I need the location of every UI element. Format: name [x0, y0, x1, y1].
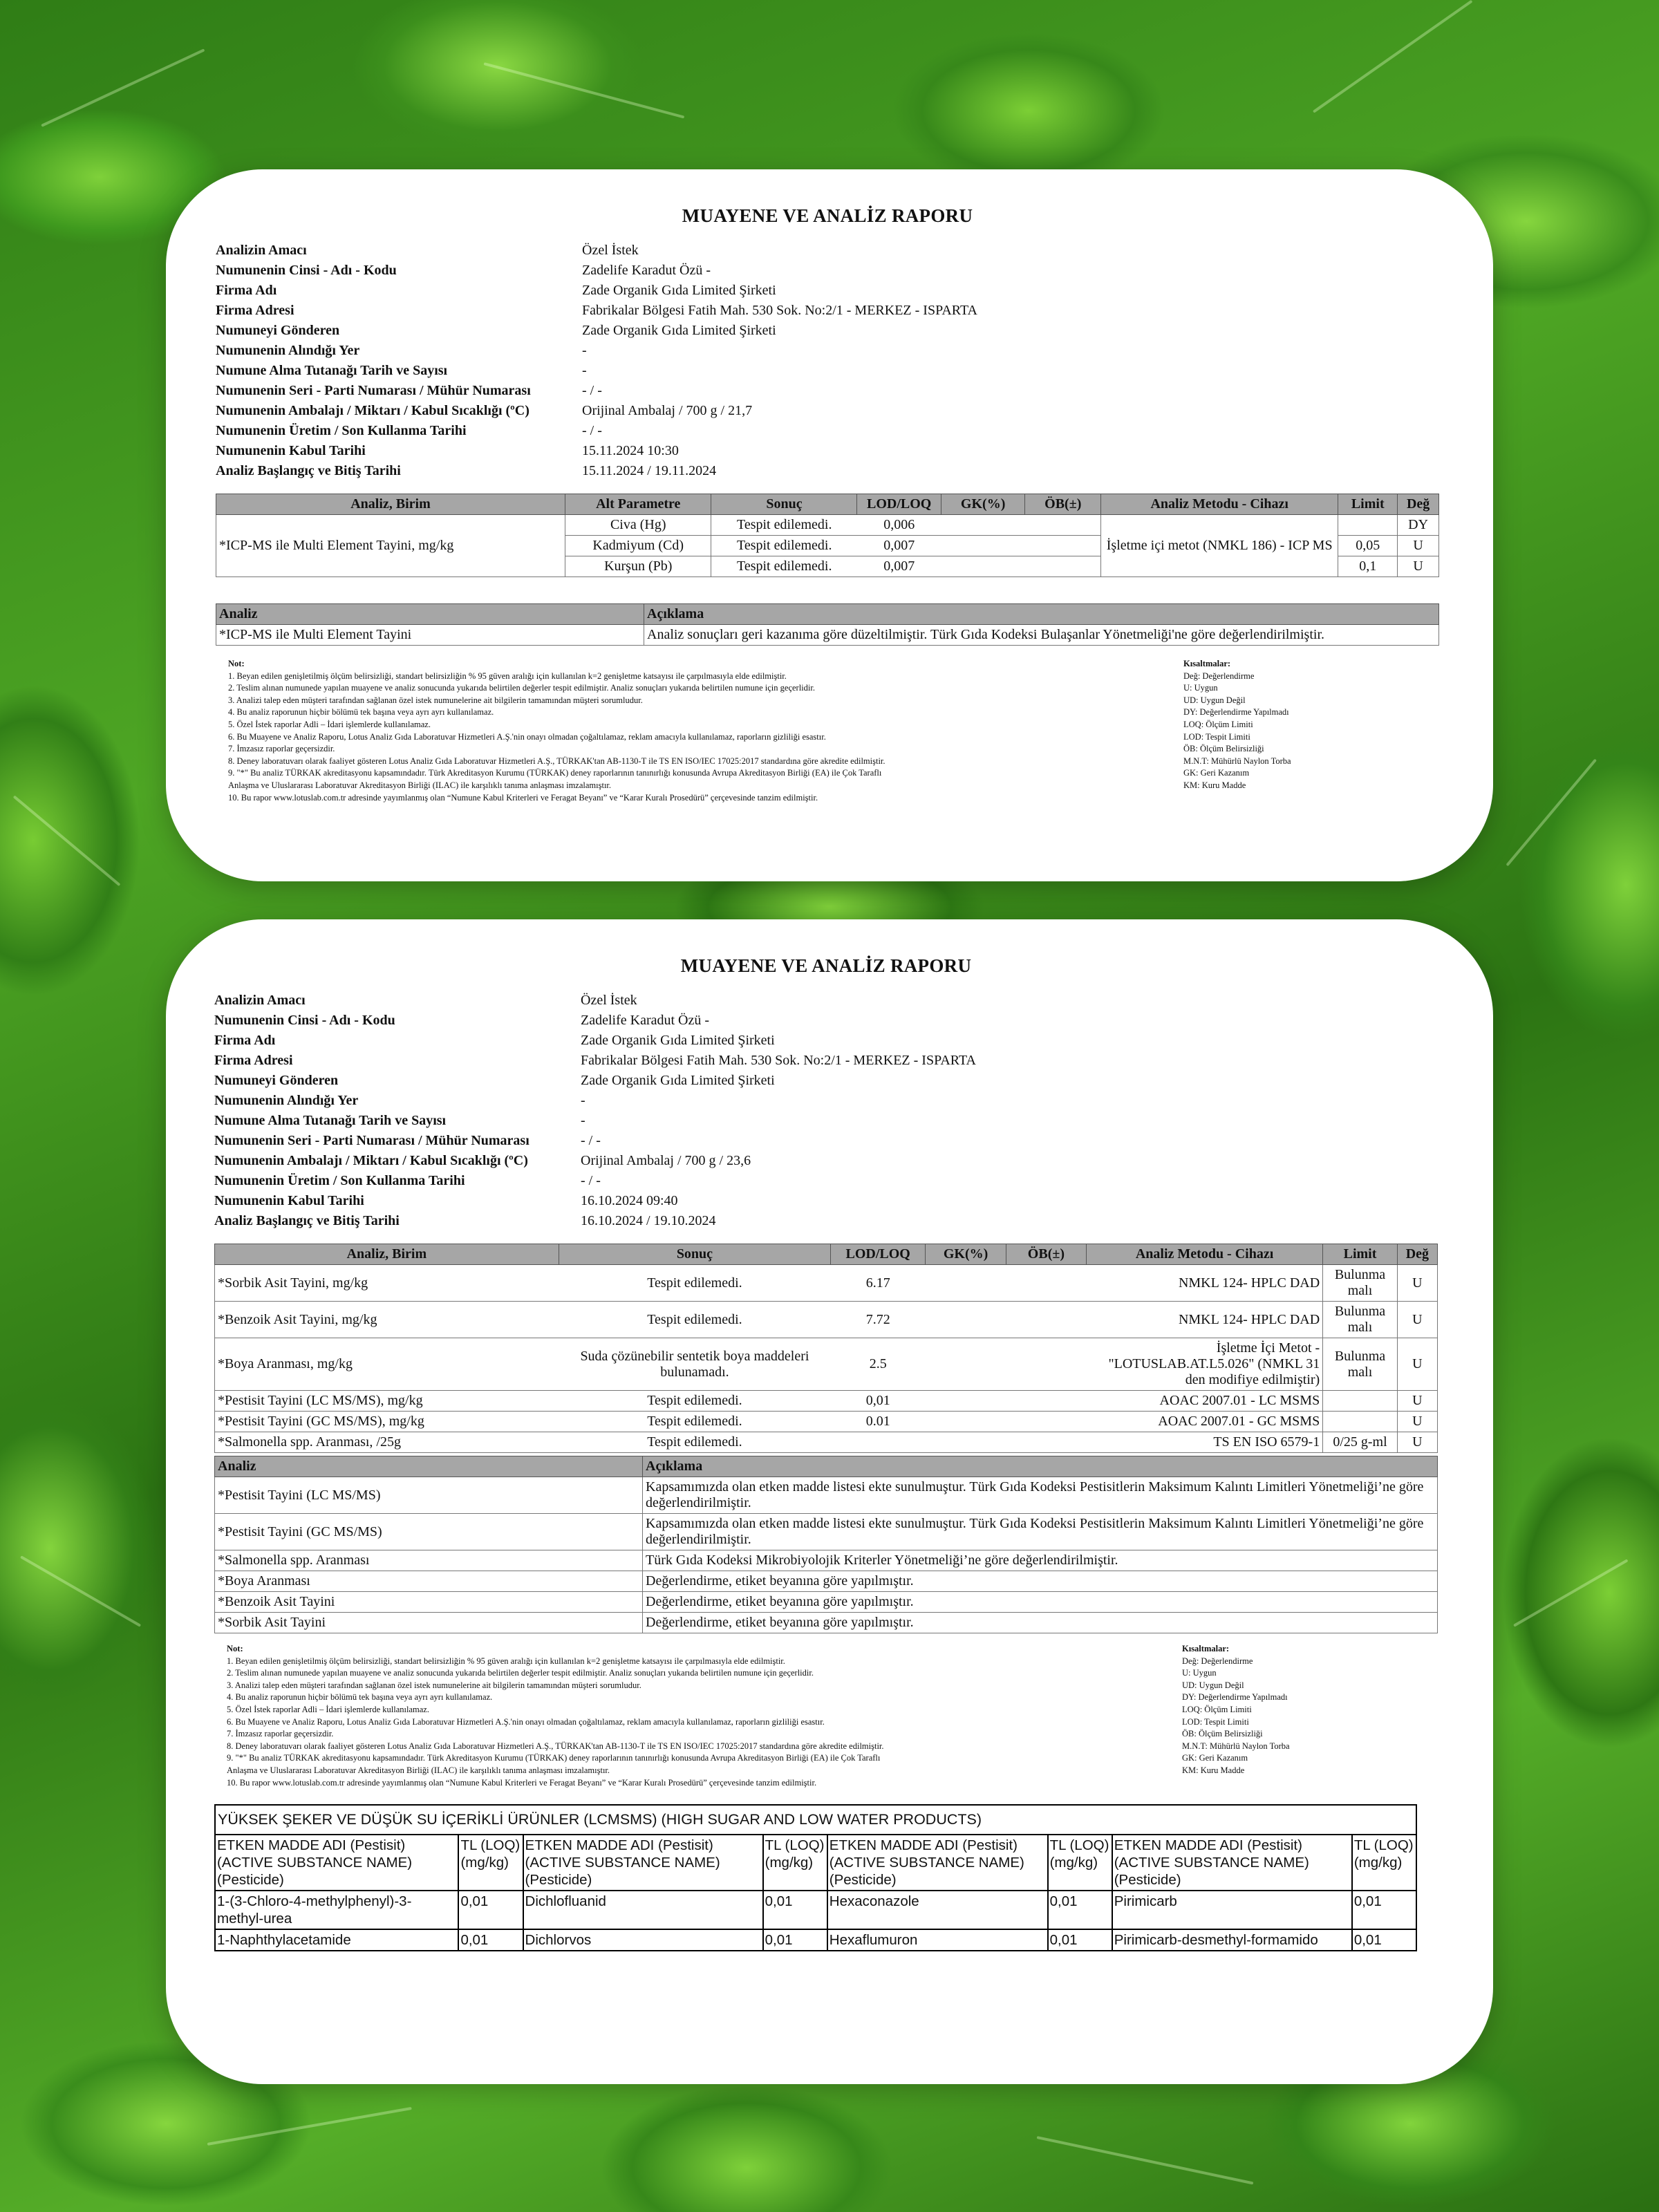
info-value: - [582, 343, 587, 358]
ob-cell [1025, 536, 1101, 556]
note-line: Anlaşma ve Uluslararası Laboratuvar Akreditasyon Birliği (ILAC) ile karşılıklı tanıma anlaşması imzalamıştır. [228, 780, 612, 790]
info-label: Numune Alma Tutanağı Tarih ve Sayısı [214, 1113, 447, 1128]
exp-analysis: *Sorbik Asit Tayini [215, 1613, 643, 1633]
ob-cell [1025, 515, 1101, 536]
abbr-line: GK: Geri Kazanım [1182, 1753, 1248, 1763]
info-value: 16.10.2024 09:40 [581, 1193, 678, 1208]
info-label: Numunenin Cinsi - Adı - Kodu [214, 1013, 395, 1028]
info-label: Analizin Amacı [216, 243, 307, 258]
note-line: 8. Deney laboratuvarı olarak faaliyet gösteren Lotus Analiz Gıda Laboratuvar Hizmetleri A.Ş., TÜRKAK'tan AB-1130-T ile TS EN ISO/IEC 17025:2017 standardına göre akredite edilmiştir. [228, 756, 885, 766]
table-row [215, 1391, 1438, 1412]
abbr-line: M.N.T: Mühürlü Naylon Torba [1182, 1741, 1290, 1751]
column-header: ÖB(±) [1025, 494, 1101, 515]
sample-info-table [216, 241, 1439, 481]
info-value: Fabrikalar Bölgesi Fatih Mah. 530 Sok. No:2/1 - MERKEZ - ISPARTA [581, 1053, 977, 1068]
exp-text: Değerlendirme, etiket beyanına göre yapılmıştır. [643, 1571, 1438, 1592]
name-cell: *Benzoik Asit Tayini, mg/kg [215, 1302, 559, 1338]
column-header: GK(%) [926, 1244, 1006, 1265]
gk-cell [941, 536, 1024, 556]
info-row [214, 1011, 1438, 1031]
table-row [216, 515, 1439, 536]
deg-cell: DY [1398, 515, 1439, 536]
gk-cell [926, 1432, 1006, 1453]
info-value: Zadelife Karadut Özü - [582, 263, 711, 278]
note-line: 2. Teslim alınan numunede yapılan muayene ve analiz sonucunda yukarıda belirtilen değerler tespit edilmiştir. Analiz sonuçları yukarıda belirtilen numune için geçerlidir. [227, 1668, 814, 1678]
info-label: Numunenin Kabul Tarihi [216, 443, 366, 458]
pest-tl-header: TL (LOQ) (mg/kg) [1048, 1835, 1112, 1891]
pest-name-header: ETKEN MADDE ADI (Pestisit) (ACTIVE SUBSTANCE NAME) (Pesticide) [1112, 1835, 1352, 1891]
result-cell: Suda çözünebilir sentetik boya maddeleri bulunamadı. [559, 1338, 830, 1391]
info-row [214, 1191, 1438, 1211]
note-line: Anlaşma ve Uluslararası Laboratuvar Akreditasyon Birliği (ILAC) ile karşılıklı tanıma anlaşması imzalamıştır. [227, 1765, 610, 1775]
table-row [215, 1571, 1438, 1592]
column-header: Analiz, Birim [216, 494, 565, 515]
result-cell: Tespit edilemedi. [559, 1391, 830, 1412]
gk-cell [926, 1265, 1006, 1302]
info-row [216, 381, 1439, 401]
method-cell: İşletme içi metot (NMKL 186) - ICP MS [1101, 515, 1338, 577]
table-row [215, 1302, 1438, 1338]
lod-cell [831, 1432, 926, 1453]
table-row [215, 1412, 1438, 1432]
table-row [215, 1477, 1438, 1514]
lod-cell: 0,01 [831, 1391, 926, 1412]
info-row [216, 441, 1439, 461]
info-label: Analizin Amacı [214, 993, 306, 1008]
result-cell: Tespit edilemedi. [559, 1412, 830, 1432]
abbr-line: GK: Geri Kazanım [1183, 768, 1250, 778]
info-row [216, 301, 1439, 321]
pest-tl-cell: 0,01 [1048, 1929, 1112, 1951]
lod-cell: 0,007 [857, 556, 941, 577]
table-row [215, 1929, 1416, 1951]
exp-analysis: *Benzoik Asit Tayini [215, 1592, 643, 1613]
notes-section [214, 1643, 1438, 1789]
info-row [216, 421, 1439, 441]
info-label: Numunenin Üretim / Son Kullanma Tarihi [214, 1173, 465, 1188]
method-cell: NMKL 124- HPLC DAD [1086, 1265, 1322, 1302]
limit-cell [1338, 515, 1398, 536]
ob-cell [1025, 556, 1101, 577]
info-label: Firma Adı [214, 1033, 276, 1048]
background-leaf-vein [1313, 0, 1473, 113]
method-cell: TS EN ISO 6579-1 [1086, 1432, 1322, 1453]
result-cell: Tespit edilemedi. [711, 536, 857, 556]
info-label: Numunenin Seri - Parti Numarası / Mühür Numarası [214, 1133, 529, 1148]
info-value: - / - [582, 383, 602, 398]
info-value: Orijinal Ambalaj / 700 g / 21,7 [582, 403, 753, 418]
limit-cell: 0/25 g-ml [1323, 1432, 1398, 1453]
note-line: 2. Teslim alınan numunede yapılan muayene ve analiz sonucunda yukarıda belirtilen değerler tespit edilmiştir. Analiz sonuçları yukarıda belirtilen numune için geçerlidir. [228, 683, 815, 693]
column-header: GK(%) [941, 494, 1024, 515]
exp-analysis: *Pestisit Tayini (GC MS/MS) [215, 1514, 643, 1550]
pest-name-cell: Hexaconazole [827, 1891, 1048, 1929]
deg-cell: U [1397, 1265, 1437, 1302]
exp-text: Kapsamımızda olan etken madde listesi ekte sunulmuştur. Türk Gıda Kodeksi Pestisitlerin Maksimum Kalıntı Limitleri Yönetmeliği’ne göre değerlendirilmiştir. [643, 1477, 1438, 1514]
note-line: 10. Bu rapor www.lotuslab.com.tr adresinde yayımlanmış olan “Numune Kabul Kriterleri ve Feragat Beyanı” ve “Karar Kuralı Prosedürü” çerçevesinde tanzim edilmiştir. [227, 1777, 817, 1788]
param-cell: Civa (Hg) [565, 515, 711, 536]
limit-cell: 0,1 [1338, 556, 1398, 577]
info-label: Firma Adresi [216, 303, 294, 318]
exp-analysis: *Salmonella spp. Aranması [215, 1550, 643, 1571]
note-line: 4. Bu analiz raporunun hiçbir bölümü tek başına veya ayrı ayrı kullanılamaz. [227, 1692, 493, 1703]
lod-cell: 6.17 [831, 1265, 926, 1302]
ob-cell [1006, 1302, 1086, 1338]
report-card-2 [166, 919, 1493, 2084]
deg-cell: U [1398, 536, 1439, 556]
pest-name-cell: Dichlorvos [523, 1929, 763, 1951]
abbr-line: LOD: Tespit Limiti [1182, 1716, 1249, 1727]
name-cell: *Pestisit Tayini (GC MS/MS), mg/kg [215, 1412, 559, 1432]
gk-cell [926, 1391, 1006, 1412]
abbr-line: KM: Kuru Madde [1183, 780, 1246, 790]
column-header: Sonuç [711, 494, 857, 515]
explanation-table [214, 1456, 1438, 1633]
background-leaf-vein [1037, 2136, 1254, 2184]
note-line: 7. İmzasız raporlar geçersizdir. [227, 1729, 334, 1739]
background-leaf-vein [483, 62, 684, 119]
report-card-1 [166, 169, 1493, 881]
info-value: Zade Organik Gıda Limited Şirketi [582, 283, 776, 298]
notes-title: Not: [227, 1644, 243, 1653]
abbr-line: U: Uygun [1183, 683, 1218, 693]
column-header: LOD/LOQ [831, 1244, 926, 1265]
pest-name-cell: Dichlofluanid [523, 1891, 763, 1929]
info-value: Zade Organik Gıda Limited Şirketi [581, 1033, 775, 1048]
info-row [214, 1111, 1438, 1131]
pest-name-cell: 1-Naphthylacetamide [215, 1929, 458, 1951]
column-header: Analiz Metodu - Cihazı [1101, 494, 1338, 515]
abbr-line: DY: Değerlendirme Yapılmadı [1182, 1692, 1288, 1703]
info-row [216, 261, 1439, 281]
abbr-line: U: Uygun [1182, 1668, 1217, 1678]
abbr-line: LOQ: Ölçüm Limiti [1182, 1704, 1252, 1714]
exp-analysis: *ICP-MS ile Multi Element Tayini [216, 625, 644, 646]
info-row [216, 401, 1439, 421]
note-line: 8. Deney laboratuvarı olarak faaliyet gösteren Lotus Analiz Gıda Laboratuvar Hizmetleri A.Ş., TÜRKAK'tan AB-1130-T ile TS EN ISO/IEC 17025:2017 standardına göre akredite edilmiştir. [227, 1741, 884, 1751]
pest-name-cell: Pirimicarb [1112, 1891, 1352, 1929]
gk-cell [941, 556, 1024, 577]
column-header: ÖB(±) [1006, 1244, 1086, 1265]
column-header: Limit [1323, 1244, 1398, 1265]
exp-header-analiz: Analiz [216, 604, 644, 625]
pest-tl-header: TL (LOQ) (mg/kg) [1352, 1835, 1416, 1891]
info-row [216, 361, 1439, 381]
info-label: Numunenin Kabul Tarihi [214, 1193, 364, 1208]
info-value: Zade Organik Gıda Limited Şirketi [582, 323, 776, 338]
note-line: 3. Analizi talep eden müşteri tarafından sağlanan özel istek numunelerine ait bilgilerin tamamından müşteri sorumludur. [228, 695, 643, 705]
info-value: 16.10.2024 / 19.10.2024 [581, 1213, 716, 1228]
notes-section [216, 658, 1439, 804]
table-row [215, 1550, 1438, 1571]
info-label: Numunenin Alındığı Yer [214, 1093, 359, 1108]
info-row [214, 1171, 1438, 1191]
ob-cell [1006, 1338, 1086, 1391]
ob-cell [1006, 1432, 1086, 1453]
gk-cell [926, 1412, 1006, 1432]
info-label: Firma Adresi [214, 1053, 293, 1068]
abbr-line: Değ: Değerlendirme [1183, 671, 1255, 681]
table-row [215, 1265, 1438, 1302]
method-cell: NMKL 124- HPLC DAD [1086, 1302, 1322, 1338]
note-line: 1. Beyan edilen genişletilmiş ölçüm belirsizliği, standart belirsizliğin % 95 güven aralığı için kullanılan k=2 genişletme katsayısı ile çarpılmasıyla elde edilmiştir. [228, 671, 787, 681]
info-value: - / - [582, 423, 602, 438]
column-header: Değ [1398, 494, 1439, 515]
pest-name-header: ETKEN MADDE ADI (Pestisit) (ACTIVE SUBSTANCE NAME) (Pesticide) [827, 1835, 1048, 1891]
result-cell: Tespit edilemedi. [559, 1432, 830, 1453]
page-title: MUAYENE VE ANALİZ RAPORU [682, 205, 973, 226]
info-label: Numunenin Cinsi - Adı - Kodu [216, 263, 397, 278]
abbr-line: ÖB: Ölçüm Belirsizliği [1182, 1729, 1263, 1739]
info-row [214, 991, 1438, 1011]
deg-cell: U [1397, 1302, 1437, 1338]
column-header: Limit [1338, 494, 1398, 515]
pest-tl-header: TL (LOQ) (mg/kg) [763, 1835, 827, 1891]
page-title: MUAYENE VE ANALİZ RAPORU [680, 955, 972, 976]
info-label: Numunenin Ambalajı / Miktarı / Kabul Sıcaklığı (ºC) [216, 403, 529, 418]
info-value: - [582, 363, 587, 378]
pest-tl-cell: 0,01 [763, 1929, 827, 1951]
column-header: Analiz Metodu - Cihazı [1086, 1244, 1322, 1265]
name-cell: *Salmonella spp. Aranması, /25g [215, 1432, 559, 1453]
name-cell: *Boya Aranması, mg/kg [215, 1338, 559, 1391]
exp-analysis: *Pestisit Tayini (LC MS/MS) [215, 1477, 643, 1514]
info-value: - / - [581, 1133, 601, 1148]
lod-cell: 0,007 [857, 536, 941, 556]
info-value: Zadelife Karadut Özü - [581, 1013, 710, 1028]
note-line: 5. Özel İstek raporlar Adli – İdari işlemlerde kullanılamaz. [227, 1704, 429, 1714]
name-cell: *Sorbik Asit Tayini, mg/kg [215, 1265, 559, 1302]
result-cell: Tespit edilemedi. [559, 1302, 830, 1338]
name-cell: *Pestisit Tayini (LC MS/MS), mg/kg [215, 1391, 559, 1412]
note-line: 3. Analizi talep eden müşteri tarafından sağlanan özel istek numunelerine ait bilgilerin tamamından müşteri sorumludur. [227, 1680, 641, 1690]
info-value: Zade Organik Gıda Limited Şirketi [581, 1073, 775, 1088]
info-label: Analiz Başlangıç ve Bitiş Tarihi [216, 463, 401, 478]
exp-header-analiz: Analiz [215, 1456, 643, 1477]
background-leaf-vein [1513, 1559, 1629, 1627]
ob-cell [1006, 1391, 1086, 1412]
column-header: Alt Parametre [565, 494, 711, 515]
info-row [214, 1151, 1438, 1171]
info-row [216, 461, 1439, 481]
abbr-line: LOD: Tespit Limiti [1183, 731, 1250, 742]
gk-cell [941, 515, 1024, 536]
info-row [214, 1091, 1438, 1111]
pest-name-cell: Pirimicarb-desmethyl-formamido [1112, 1929, 1352, 1951]
note-line: 5. Özel İstek raporlar Adli – İdari işlemlerde kullanılamaz. [228, 719, 431, 729]
abbr-line: Değ: Değerlendirme [1182, 1656, 1253, 1666]
exp-text: Türk Gıda Kodeksi Mikrobiyolojik Kriterler Yönetmeliği’ne göre değerlendirilmiştir. [643, 1550, 1438, 1571]
info-label: Numuneyi Gönderen [216, 323, 340, 338]
info-value: Fabrikalar Bölgesi Fatih Mah. 530 Sok. No:2/1 - MERKEZ - ISPARTA [582, 303, 978, 318]
column-header: Değ [1397, 1244, 1437, 1265]
table-row [215, 1592, 1438, 1613]
deg-cell: U [1397, 1432, 1437, 1453]
note-line: 1. Beyan edilen genişletilmiş ölçüm belirsizliği, standart belirsizliğin % 95 güven aralığı için kullanılan k=2 genişletme katsayısı ile çarpılmasıyla elde edilmiştir. [227, 1656, 785, 1666]
background-leaf-vein [13, 795, 121, 886]
sample-info-table [214, 991, 1438, 1231]
method-cell: AOAC 2007.01 - GC MSMS [1086, 1412, 1322, 1432]
ob-cell [1006, 1412, 1086, 1432]
notes-title: Not: [228, 659, 245, 668]
info-row [216, 341, 1439, 361]
exp-text: Kapsamımızda olan etken madde listesi ekte sunulmuştur. Türk Gıda Kodeksi Pestisitlerin Maksimum Kalıntı Limitleri Yönetmeliği’ne göre değerlendirilmiştir. [643, 1514, 1438, 1550]
note-line: 9. "*" Bu analiz TÜRKAK akreditasyonu kapsamındadır. Türk Akreditasyon Kurumu (TÜRKAK) deney raporlarının tanınırlığı konusunda Avrupa Akreditasyon Birliği (EA) ile Çok Taraflı [228, 768, 882, 778]
note-line: 10. Bu rapor www.lotuslab.com.tr adresinde yayımlanmış olan “Numune Kabul Kriterleri ve Feragat Beyanı” ve “Karar Kuralı Prosedürü” çerçevesinde tanzim edilmiştir. [228, 792, 818, 803]
table-row [215, 1613, 1438, 1633]
pest-tl-cell: 0,01 [1352, 1929, 1416, 1951]
exp-header-aciklama: Açıklama [644, 604, 1439, 625]
deg-cell: U [1398, 556, 1439, 577]
exp-header-aciklama: Açıklama [643, 1456, 1438, 1477]
info-row [214, 1071, 1438, 1091]
info-value: 15.11.2024 / 19.11.2024 [582, 463, 717, 478]
result-cell: Tespit edilemedi. [711, 556, 857, 577]
lod-cell: 7.72 [831, 1302, 926, 1338]
note-line: 7. İmzasız raporlar geçersizdir. [228, 744, 335, 754]
table-row [215, 1338, 1438, 1391]
param-cell: Kurşun (Pb) [565, 556, 711, 577]
deg-cell: U [1397, 1338, 1437, 1391]
result-cell: Tespit edilemedi. [711, 515, 857, 536]
pest-name-cell: 1-(3-Chloro-4-methylphenyl)-3-methyl-urea [215, 1891, 458, 1929]
exp-analysis: *Boya Aranması [215, 1571, 643, 1592]
background-leaf-vein [41, 48, 205, 127]
info-label: Numunenin Seri - Parti Numarası / Mühür Numarası [216, 383, 531, 398]
abbr-line: KM: Kuru Madde [1182, 1765, 1245, 1775]
info-value: 15.11.2024 10:30 [582, 443, 679, 458]
pest-name-header: ETKEN MADDE ADI (Pestisit) (ACTIVE SUBSTANCE NAME) (Pesticide) [215, 1835, 458, 1891]
column-header: Sonuç [559, 1244, 830, 1265]
info-value: - / - [581, 1173, 601, 1188]
limit-cell: Bulunma malı [1323, 1338, 1398, 1391]
column-header: Analiz, Birim [215, 1244, 559, 1265]
limit-cell: Bulunma malı [1323, 1302, 1398, 1338]
table-row [216, 625, 1439, 646]
info-row [214, 1211, 1438, 1231]
limit-cell: Bulunma malı [1323, 1265, 1398, 1302]
explanation-table [216, 603, 1439, 646]
result-cell: Tespit edilemedi. [559, 1265, 830, 1302]
limit-cell: 0,05 [1338, 536, 1398, 556]
note-line: 9. "*" Bu analiz TÜRKAK akreditasyonu kapsamındadır. Türk Akreditasyon Kurumu (TÜRKAK) deney raporlarının tanınırlığı konusunda Avrupa Akreditasyon Birliği (EA) ile Çok Taraflı [227, 1753, 881, 1763]
info-label: Analiz Başlangıç ve Bitiş Tarihi [214, 1213, 400, 1228]
lod-cell: 2.5 [831, 1338, 926, 1391]
abbr-line: M.N.T: Mühürlü Naylon Torba [1183, 756, 1291, 766]
pest-tl-cell: 0,01 [763, 1891, 827, 1929]
info-label: Firma Adı [216, 283, 277, 298]
results-table [214, 1244, 1438, 1453]
info-label: Numunenin Üretim / Son Kullanma Tarihi [216, 423, 467, 438]
pest-name-header: ETKEN MADDE ADI (Pestisit) (ACTIVE SUBSTANCE NAME) (Pesticide) [523, 1835, 763, 1891]
column-header: LOD/LOQ [857, 494, 941, 515]
deg-cell: U [1397, 1391, 1437, 1412]
info-row [216, 241, 1439, 261]
lod-cell: 0.01 [831, 1412, 926, 1432]
note-line: 6. Bu Muayene ve Analiz Raporu, Lotus Analiz Gıda Laboratuvar Hizmetleri A.Ş.'nin onayı olmadan çoğaltılamaz, reklam amacıyla kullanılamaz, raporların gizliliği esastır. [227, 1716, 825, 1727]
info-label: Numunenin Ambalajı / Miktarı / Kabul Sıcaklığı (ºC) [214, 1153, 528, 1168]
abbr-line: LOQ: Ölçüm Limiti [1183, 719, 1253, 729]
abbr-line: UD: Uygun Değil [1182, 1680, 1244, 1690]
method-cell: AOAC 2007.01 - LC MSMS [1086, 1391, 1322, 1412]
info-row [214, 1131, 1438, 1151]
pest-tl-cell: 0,01 [1048, 1891, 1112, 1929]
info-value: - [581, 1093, 585, 1108]
pest-tl-cell: 0,01 [458, 1891, 523, 1929]
param-cell: Kadmiyum (Cd) [565, 536, 711, 556]
deg-cell: U [1397, 1412, 1437, 1432]
method-cell: İşletme İçi Metot - "LOTUSLAB.AT.L5.026" (NMKL 31 den modifiye edilmiştir) [1086, 1338, 1322, 1391]
info-value: Özel İstek [581, 993, 637, 1008]
pesticide-table-title: YÜKSEK ŞEKER VE DÜŞÜK SU İÇERİKLİ ÜRÜNLER (LCMSMS) (HIGH SUGAR AND LOW WATER PRODUCTS) [215, 1805, 1416, 1835]
lod-cell: 0,006 [857, 515, 941, 536]
limit-cell [1323, 1391, 1398, 1412]
info-value: Özel İstek [582, 243, 639, 258]
abbr-line: UD: Uygun Değil [1183, 695, 1246, 705]
info-value: - [581, 1113, 585, 1128]
info-label: Numunenin Alındığı Yer [216, 343, 360, 358]
table-row [215, 1432, 1438, 1453]
info-row [214, 1051, 1438, 1071]
exp-text: Değerlendirme, etiket beyanına göre yapılmıştır. [643, 1613, 1438, 1633]
limit-cell [1323, 1412, 1398, 1432]
info-row [214, 1031, 1438, 1051]
exp-text: Değerlendirme, etiket beyanına göre yapılmıştır. [643, 1592, 1438, 1613]
exp-text: Analiz sonuçları geri kazanıma göre düzeltilmiştir. Türk Gıda Kodeksi Bulaşanlar Yönetmeliği'ne göre değerlendirilmiştir. [644, 625, 1439, 646]
analysis-name-cell: *ICP-MS ile Multi Element Tayini, mg/kg [216, 515, 565, 577]
info-value: Orijinal Ambalaj / 700 g / 23,6 [581, 1153, 751, 1168]
info-row [216, 321, 1439, 341]
info-label: Numuneyi Gönderen [214, 1073, 339, 1088]
pesticide-table [214, 1804, 1417, 1951]
results-table [216, 494, 1439, 577]
pest-tl-cell: 0,01 [458, 1929, 523, 1951]
table-row [215, 1891, 1416, 1929]
ob-cell [1006, 1265, 1086, 1302]
gk-cell [926, 1338, 1006, 1391]
pest-tl-cell: 0,01 [1352, 1891, 1416, 1929]
info-row [216, 281, 1439, 301]
background-leaf-vein [20, 1555, 141, 1627]
table-row [215, 1514, 1438, 1550]
pest-name-cell: Hexaflumuron [827, 1929, 1048, 1951]
abbr-line: ÖB: Ölçüm Belirsizliği [1183, 744, 1264, 754]
gk-cell [926, 1302, 1006, 1338]
pest-tl-header: TL (LOQ) (mg/kg) [458, 1835, 523, 1891]
info-label: Numune Alma Tutanağı Tarih ve Sayısı [216, 363, 448, 378]
abbr-title: Kısaltmalar: [1183, 659, 1231, 668]
background-leaf-vein [1506, 759, 1597, 867]
note-line: 6. Bu Muayene ve Analiz Raporu, Lotus Analiz Gıda Laboratuvar Hizmetleri A.Ş.'nin onayı olmadan çoğaltılamaz, reklam amacıyla kullanılamaz, raporların gizliliği esastır. [228, 731, 826, 742]
note-line: 4. Bu analiz raporunun hiçbir bölümü tek başına veya ayrı ayrı kullanılamaz. [228, 707, 494, 718]
abbr-line: DY: Değerlendirme Yapılmadı [1183, 707, 1289, 718]
abbr-title: Kısaltmalar: [1182, 1644, 1230, 1653]
background-leaf-vein [207, 2107, 412, 2146]
